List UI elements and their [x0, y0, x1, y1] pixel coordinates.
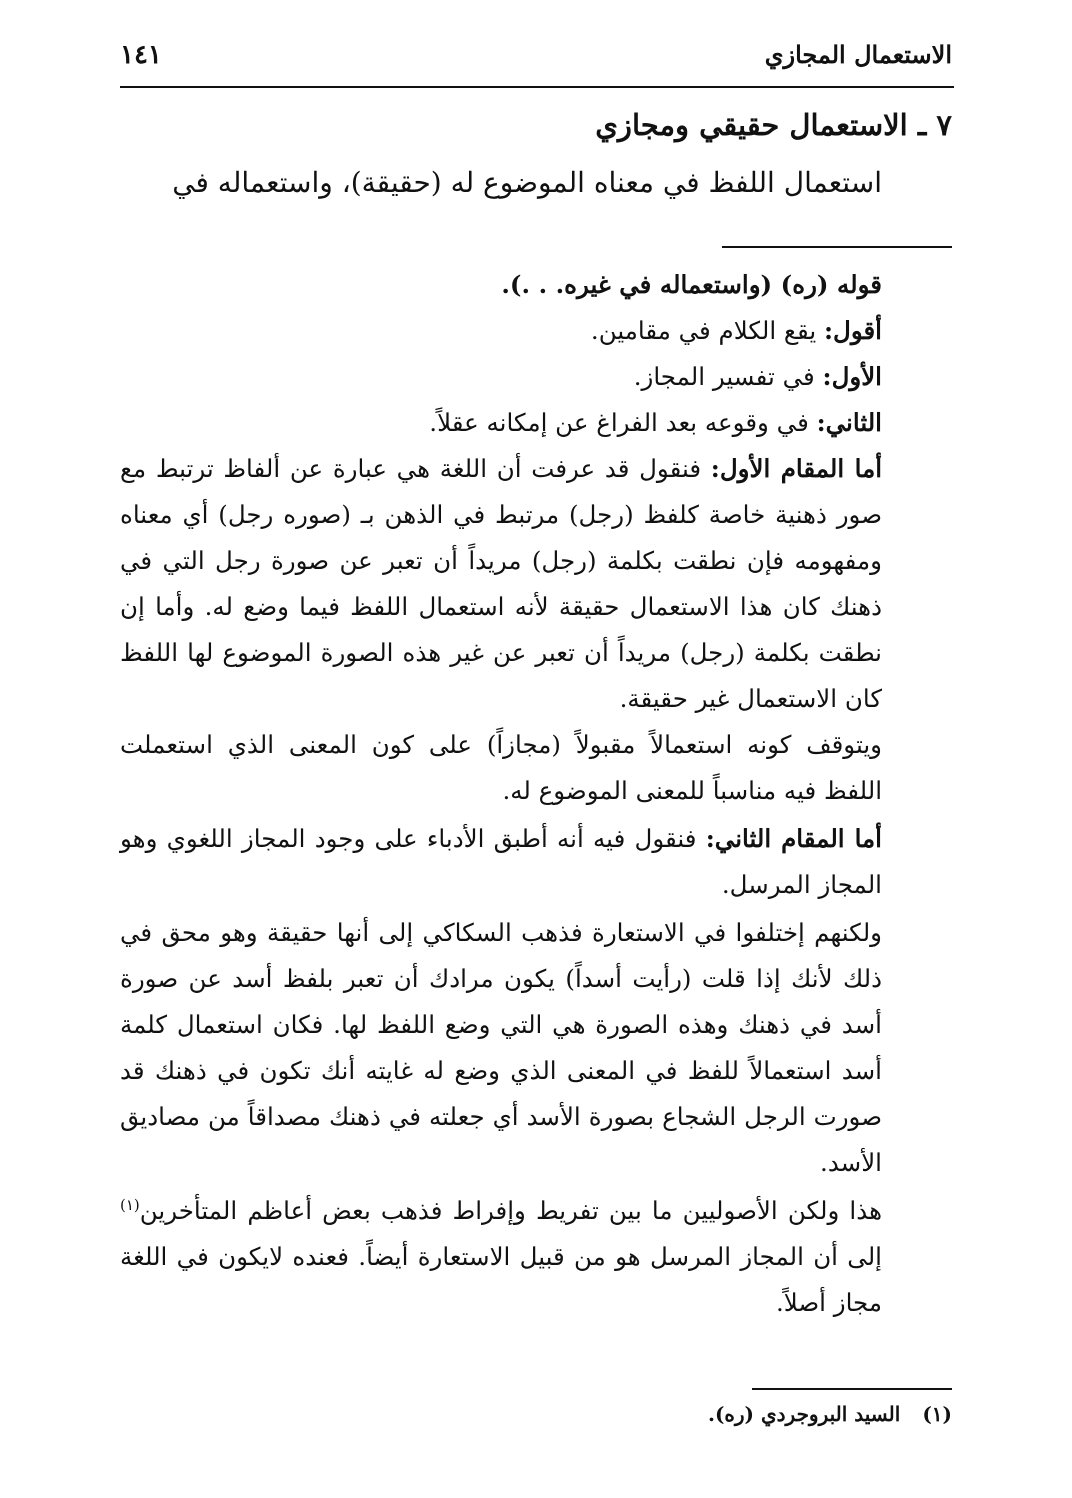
paragraph-label: أما المقام الأول:	[710, 454, 882, 483]
paragraph	[120, 354, 954, 400]
page-number: ١٤١	[120, 40, 162, 70]
running-title: الاستعمال المجازي	[764, 40, 952, 69]
paragraph	[120, 1188, 954, 1326]
header-rule	[120, 86, 954, 88]
commentary-separator	[722, 246, 952, 248]
paragraph-text: يقع الكلام في مقامين.	[590, 316, 824, 345]
paragraph-label: الأول:	[822, 362, 882, 391]
paragraph-text: في تفسير المجاز.	[633, 362, 823, 391]
commentary-quote: قوله (ره) (واستعماله في غيره. . .).	[501, 270, 882, 299]
paragraph-label: الثاني:	[816, 408, 882, 437]
paragraph-text: هذا ولكن الأصوليين ما بين تفريط وإفراط فذهب بعض أعاظم المتأخرين	[139, 1196, 882, 1225]
paragraph-text: فنقول فيه أنه أطبق الأدباء على وجود المجاز اللغوي وهو المجاز المرسل.	[120, 824, 882, 899]
paragraph-label: أقول:	[823, 316, 882, 345]
footnote-reference: (١)	[120, 1195, 140, 1214]
paragraph	[120, 446, 954, 722]
section-title: ٧ ـ الاستعمال حقيقي ومجازي	[595, 108, 952, 142]
paragraph-text: إلى أن المجاز المرسل هو من قبيل الاستعارة أيضاً. فعنده لايكون في اللغة مجاز أصلاً.	[120, 1242, 882, 1317]
main-text: استعمال اللفظ في معناه الموضوع له (حقيقة)، واستعماله في	[172, 166, 882, 199]
paragraph	[120, 400, 954, 446]
footnote	[708, 1402, 952, 1426]
footnote-rule	[752, 1388, 952, 1390]
paragraph: ويتوقف كونه استعمالاً مقبولاً (مجازاً) على كون المعنى الذي استعملت اللفظ فيه مناسباً للمعنى الموضوع له.	[120, 730, 882, 805]
commentary-block	[120, 262, 954, 1326]
paragraph	[120, 816, 954, 908]
footnote-number: (١)	[922, 1402, 952, 1426]
paragraph-text: في وقوعه بعد الفراغ عن إمكانه عقلاً.	[429, 408, 817, 437]
footnote-text: السيد البروجردي (ره).	[707, 1402, 901, 1426]
paragraph-text: فنقول قد عرفت أن اللغة هي عبارة عن ألفاظ ترتبط مع صور ذهنية خاصة كلفظ (رجل) مرتبط في الذهن بـ (صوره رجل) أي معناه ومفهومه فإن نطقت بكلمة (رجل) مريداً أن تعبر عن صورة رجل التي في ذهنك كان هذا الاستعمال حقيقة لأنه استعمال اللفظ فيما وضع له. وأما إن نطقت بكلمة (رجل) مريداً أن تعبر عن غير هذه الصورة الموضوع لها اللفظ كان الاستعمال غير حقيقة.	[120, 454, 882, 713]
paragraph-label: أما المقام الثاني:	[705, 824, 882, 853]
paragraph: ولكنهم إختلفوا في الاستعارة فذهب السكاكي إلى أنها حقيقة وهو محق في ذلك لأنك إذا قلت (رأيت أسداً) يكون مرادك أن تعبر بلفظ أسد عن صورة أسد في ذهنك وهذه الصورة هي التي وضع اللفظ لها. فكان استعمال كلمة أسد استعمالاً للفظ في المعنى الذي وضع له غايته أنك تكون في ذهنك قد صورت الرجل الشجاع بصورة الأسد أي جعلته في ذهنك مصداقاً من مصاديق الأسد.	[120, 918, 882, 1177]
paragraph	[120, 308, 954, 354]
